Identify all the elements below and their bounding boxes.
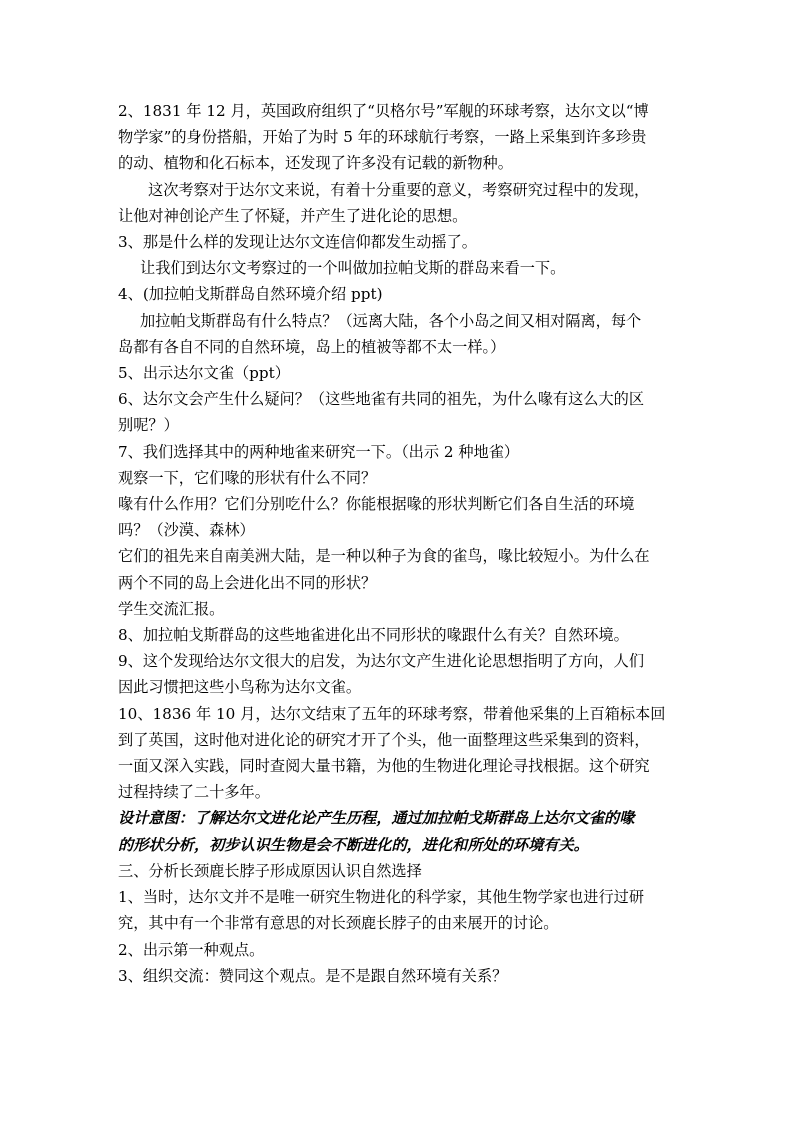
text-line: 8、加拉帕戈斯群岛的这些地雀进化出不同形状的喙跟什么有关？自然环境。 — [118, 626, 629, 645]
text-line: 两个不同的岛上会进化出不同的形状？ — [118, 573, 377, 592]
text-line: 它们的祖先来自南美洲大陆，是一种以种子为食的雀鸟，喙比较短小。为什么在 — [118, 547, 650, 566]
text-line: 究，其中有一个非常有意思的对长颈鹿长脖子的由来展开的讨论。 — [118, 914, 559, 933]
text-line: 过程持续了二十多年。 — [118, 783, 270, 802]
text-line: 1、当时，达尔文并不是唯一研究生物进化的科学家，其他生物学家也进行过研 — [118, 888, 645, 907]
text-line: 4、(加拉帕戈斯群岛自然环境介绍 ppt) — [118, 285, 383, 304]
text-line: 这次考察对于达尔文来说，有着十分重要的意义，考察研究过程中的发现， — [148, 180, 650, 199]
text-line: 让我们到达尔文考察过的一个叫做加拉帕戈斯的群岛来看一下。 — [140, 259, 566, 278]
text-line: 一面又深入实践，同时查阅大量书籍，为他的生物进化理论寻找根据。这个研究 — [118, 757, 650, 776]
text-line: 到了英国，这时他对进化论的研究才开了个头，他一面整理这些采集到的资料， — [118, 730, 650, 749]
section-heading: 三、分析长颈鹿长脖子形成原因认识自然选择 — [118, 861, 422, 880]
text-line: 10、1836 年 10 月，达尔文结束了五年的环球考察，带着他采集的上百箱标本回 — [118, 704, 666, 723]
text-line: 3、组织交流：赞同这个观点。是不是跟自然环境有关系？ — [118, 966, 508, 985]
text-line: 学生交流汇报。 — [118, 599, 225, 618]
text-line: 岛都有各自不同的自然环境，岛上的植被等都不太一样。） — [118, 337, 506, 356]
text-line: 2、1831 年 12 月，英国政府组织了“贝格尔号”军舰的环球考察，达尔文以“博 — [118, 102, 649, 120]
text-line: 3、那是什么样的发现让达尔文连信仰都发生动摇了。 — [118, 233, 477, 252]
text-line: 5、出示达尔文雀（ppt） — [118, 364, 290, 383]
design-intent-line: 的形状分析，初步认识生物是会不断进化的，进化和所处的环境有关。 — [118, 835, 589, 854]
text-line: 喙有什么作用？它们分别吃什么？你能根据喙的形状判断它们各自生活的环境 — [118, 495, 635, 514]
document-body — [118, 98, 678, 989]
text-line: 的动、植物和化石标本，还发现了许多没有记载的新物种。 — [118, 154, 513, 173]
design-intent-line: 设计意图：了解达尔文进化论产生历程，通过加拉帕戈斯群岛上达尔文雀的喙 — [118, 809, 635, 828]
text-line: 物学家”的身份搭船，开始了为时 5 年的环球航行考察，一路上采集到许多珍贵 — [118, 128, 647, 147]
text-line: 吗？（沙漠、森林） — [118, 521, 255, 540]
text-line: 6、达尔文会产生什么疑问？（这些地雀有共同的祖先，为什么喙有这么大的区 — [118, 390, 645, 409]
text-line: 让他对神创论产生了怀疑，并产生了进化论的思想。 — [118, 206, 468, 225]
text-line: 因此习惯把这些小鸟称为达尔文雀。 — [118, 678, 361, 697]
text-line: 9、这个发现给达尔文很大的启发，为达尔文产生进化论思想指明了方向，人们 — [118, 652, 645, 671]
text-line: 2、出示第一种观点。 — [118, 940, 265, 959]
text-line: 7、我们选择其中的两种地雀来研究一下。（出示 2 种地雀） — [118, 442, 520, 461]
text-line: 加拉帕戈斯群岛有什么特点？（远离大陆，各个小岛之间又相对隔离，每个 — [140, 311, 642, 330]
text-line: 别呢？） — [118, 416, 179, 435]
text-line: 观察一下，它们喙的形状有什么不同？ — [118, 468, 377, 487]
